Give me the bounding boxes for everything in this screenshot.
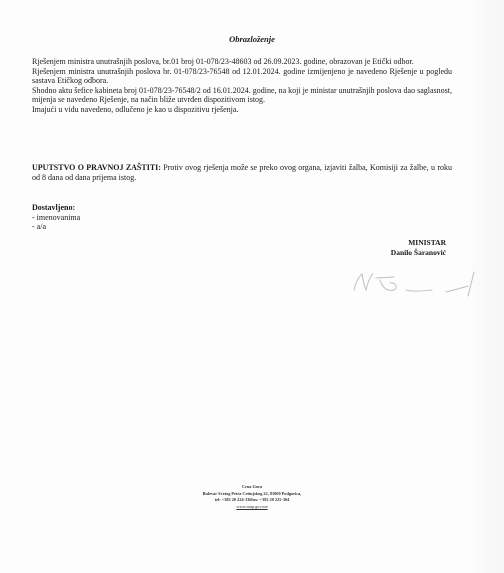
body-text [32,57,452,115]
paragraph-4: Imajući u vidu navedeno, odlučeno je kao u dispozitivu rješenja. [32,104,239,114]
footer-line: Bulevar Svetog Petra Cetinjskog 22, 81000 Podgorica, [202,490,302,496]
signatory-role: MINISTAR [408,238,446,247]
signatory-name: Danilo Šaranović [390,247,446,257]
distribution-item: - a/a [32,222,46,232]
distribution-list [32,203,232,232]
document-footer [0,484,504,510]
legal-remedy-note [32,163,452,183]
handwritten-signature [350,266,490,302]
footer-line: Crna Gora [241,484,263,489]
distribution-heading: Dostavljeno: [32,203,76,212]
legal-remedy-label: UPUTSTVO O PRAVNOJ ZAŠTITI: [32,163,161,172]
paragraph-2: Rješenjem ministra unutrašnjih poslova br. 01-078/23-76548 od 12.01.2024. godine izmijenjeno je navedeno Rješenje u pogledu sastava Etičkog odbora. [32,66,452,86]
document-title: Obrazloženje [229,34,275,44]
paragraph-3: Shodno aktu šefice kabineta broj 01-078/23-76548/2 od 16.01.2024. godine, na koji je ministar unutrašnjih poslova dao saglasnost, mijenja se navedeno Rješenje, na način bliže utvrđen dispozitivom istog. [32,85,452,105]
legal-remedy-text: Protiv ovog rješenja može se preko ovog organa, izjaviti žalba, Komisiji za žalbe, u roku od 8 dana od dana prijema istog. [32,163,452,182]
signatory-block [306,238,446,257]
paragraph-1: Rješenjem ministra unutrašnjih poslova, br.01 broj 01-078/23-48603 od 26.09.2023. godine, obrazovan je Etički odbor. [32,57,414,66]
distribution-item: - imenovanima [32,212,81,222]
footer-website: www.mup.gov.me [236,503,268,509]
footer-line: tel: +382 20 224-336fax: +382 20 225-304 [214,497,290,502]
